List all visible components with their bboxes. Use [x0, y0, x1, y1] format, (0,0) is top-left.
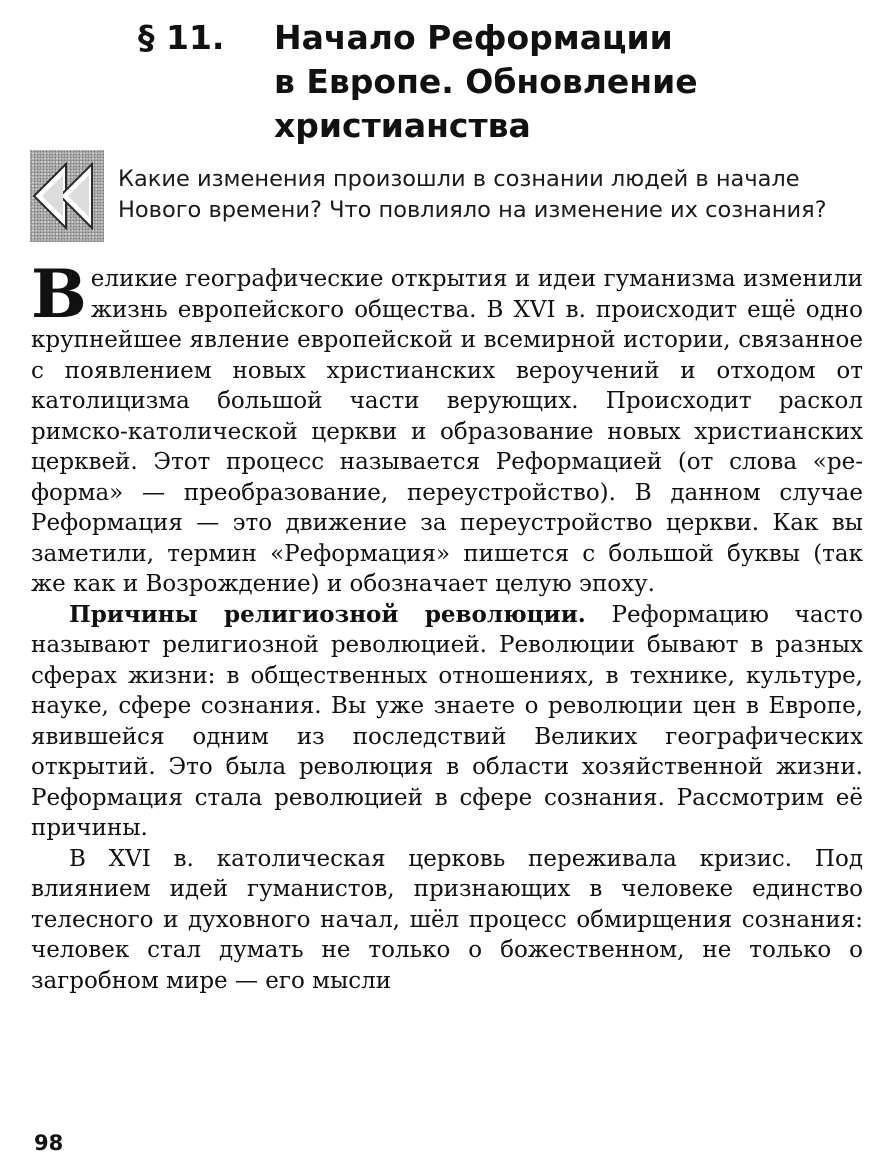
paragraph-text: Реформацию часто называют религиозной революцией. Революции бывают в разных сферах жизни: в общественных отношениях, в технике, культуре, науке, сфере сознания. Вы уже знаете о революции цен в Европе, явившейся одним из последствий Великих географических открытий. Это была революция в области хозяйственной жизни. Реформация стала революцией в сфере сознания. Рассмотрим её причины.: [31, 601, 864, 841]
review-question-block: [30, 150, 870, 244]
paragraph-text: В XVI в. католическая церковь переживала кризис. Под влиянием идей гуманистов, признающих в человеке единство телесного и духовного начал, шёл процесс обмирщения сознания: человек стал думать не только о божественном, не только о загробном мире — его мысли: [31, 845, 863, 994]
paragraph-intro: [31, 255, 863, 600]
section-title-line: Начало Реформации: [274, 18, 673, 57]
question-line: Нового времени? Что повлияло на изменение их сознания?: [118, 197, 827, 223]
paragraph-crisis: [31, 844, 863, 997]
subheading-causes: Причины религиозной революции.: [69, 600, 586, 628]
main-text: [31, 255, 864, 996]
question-line: Какие изменения произошли в сознании людей в начале: [118, 166, 800, 192]
section-title: [274, 16, 794, 148]
section-title-line: в Европе. Обновление: [274, 62, 698, 101]
rewind-arrows-icon: [30, 150, 104, 242]
section-number: § 11.: [138, 18, 225, 57]
paragraph-causes: [31, 600, 863, 844]
drop-cap: В: [31, 255, 87, 333]
paragraph-text: еликие географические открытия и идеи гуманизма изменили жизнь европейского общества. В XVI в. происходит ещё одно крупнейшее явление европейской и всемирной истории, связанное с появлением новых христианских вероучений и отходом от католицизма большой части верующих. Происходит раскол римско-католической церкви и образование новых христианских церквей. Этот процесс называется Реформацией (от слова «реформа» — преобразование, переустройство). В данном случае Реформация — это движение за переустройство церкви. Как вы заметили, термин «Реформация» пишется с большой буквы (так же как и Возрождение) и обозначает целую эпоху.: [31, 266, 863, 597]
review-question-text: [118, 164, 868, 226]
section-title-line: христианства: [274, 106, 531, 145]
page-number: 98: [34, 1131, 64, 1155]
